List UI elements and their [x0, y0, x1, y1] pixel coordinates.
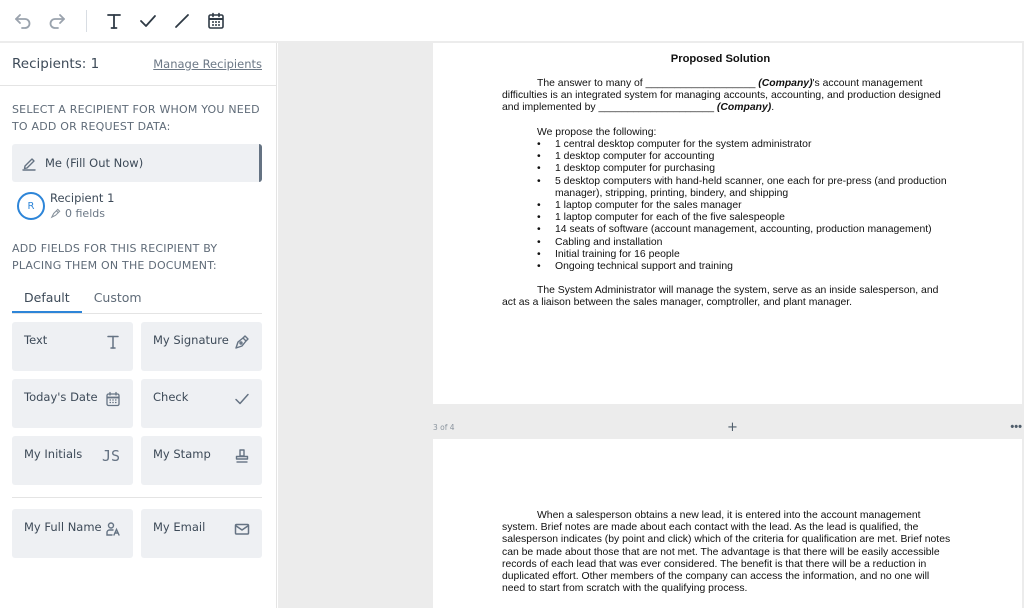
- list-item: • 5 desktop computers with hand-held scanner, one each for pre-press (and production manager), stripping, printing, bindery, and shipping: [537, 176, 957, 200]
- field-tabs: [12, 286, 262, 314]
- field-text[interactable]: [12, 322, 133, 371]
- field-my-full-name[interactable]: [12, 509, 133, 558]
- company-placeholder: (Company): [758, 78, 813, 89]
- fields-sidebar: [0, 43, 277, 608]
- page-indicator: 3 of 4: [433, 422, 455, 432]
- field-label: Today's Date: [24, 390, 98, 404]
- proposal-list: [537, 139, 957, 273]
- field-label: My Signature: [153, 333, 229, 347]
- envelope-icon: [233, 520, 251, 538]
- document-page-4[interactable]: [433, 439, 1022, 608]
- page-more-menu-icon[interactable]: •••: [1010, 421, 1022, 433]
- redo-icon: [47, 11, 67, 31]
- recipients-count: Recipients: 1: [12, 56, 100, 72]
- text-run: 's account management difficulties is an integrated system for managing accounts, accounting, and production designed and implemented by ____________________: [502, 78, 941, 114]
- initials-icon: JS: [101, 447, 121, 465]
- recipient-avatar: R: [17, 192, 45, 220]
- text-run: .: [771, 102, 775, 114]
- tab-custom[interactable]: Custom: [93, 290, 142, 305]
- list-item: • 1 desktop computer for purchasing: [537, 163, 957, 175]
- stamp-icon: [233, 447, 251, 465]
- list-item: • 14 seats of software (account management, accounting, production management): [537, 224, 957, 236]
- company-placeholder: (Company): [716, 102, 772, 114]
- line-tool-icon: [172, 11, 192, 31]
- manage-recipients-link[interactable]: Manage Recipients: [153, 57, 262, 71]
- doc-paragraph: [502, 510, 954, 595]
- recipient-name: Recipient 1: [50, 190, 115, 205]
- tab-default[interactable]: Default: [12, 286, 82, 313]
- undo-icon: [13, 11, 33, 31]
- doc-paragraph: [502, 285, 954, 309]
- field-grid-personal: [12, 509, 276, 558]
- list-item: • 1 laptop computer for the sales manager: [537, 200, 957, 212]
- check-tool-button[interactable]: [137, 10, 159, 32]
- list-item: • Ongoing technical support and training: [537, 261, 957, 273]
- field-todays-date[interactable]: [12, 379, 133, 428]
- checkmark-icon: [233, 390, 251, 408]
- me-option-label: Me (Fill Out Now): [45, 156, 144, 170]
- redo-button[interactable]: [46, 10, 68, 32]
- check-tool-icon: [138, 11, 158, 31]
- field-my-signature[interactable]: [141, 322, 262, 371]
- field-my-email[interactable]: [141, 509, 262, 558]
- document-page-3[interactable]: [433, 43, 1022, 404]
- document-canvas[interactable]: [278, 43, 1024, 608]
- text-run: The System Administrator will manage the system, serve as an inside salesperson, and act as a liaison between the sales manager, comptroller, and plant manager.: [502, 285, 939, 309]
- doc-paragraph: [502, 78, 954, 115]
- field-grid: [12, 322, 276, 485]
- field-label: Text: [24, 333, 48, 347]
- list-item: • 1 laptop computer for each of the five salespeople: [537, 212, 957, 224]
- list-item: • Initial training for 16 people: [537, 249, 957, 261]
- select-recipient-label: SELECT A RECIPIENT FOR WHOM YOU NEED TO ADD OR REQUEST DATA:: [12, 103, 260, 133]
- text-tool-icon: [104, 11, 124, 31]
- field-check[interactable]: [141, 379, 262, 428]
- text-tool-button[interactable]: [103, 10, 125, 32]
- calendar-icon: [104, 390, 122, 408]
- list-item: • 1 central desktop computer for the system administrator: [537, 139, 957, 151]
- field-my-initials[interactable]: [12, 436, 133, 485]
- field-label: My Initials: [24, 447, 83, 461]
- doc-heading: Proposed Solution: [670, 53, 771, 65]
- line-tool-button[interactable]: [171, 10, 193, 32]
- pencil-icon: [21, 155, 37, 171]
- field-label: My Email: [153, 520, 206, 534]
- field-count-icon: [50, 208, 61, 219]
- date-tool-button[interactable]: [205, 10, 227, 32]
- field-label: My Stamp: [153, 447, 211, 461]
- undo-button[interactable]: [12, 10, 34, 32]
- date-tool-icon: [206, 11, 226, 31]
- text-run: The answer to many of ___________________: [537, 78, 759, 89]
- recipient-option-me[interactable]: [12, 144, 262, 182]
- field-label: My Full Name: [24, 520, 102, 534]
- add-page-button[interactable]: +: [727, 419, 738, 435]
- recipients-header: [0, 43, 276, 86]
- text-run: When a salesperson obtains a new lead, it is entered into the account management system. Brief notes are made about each contact with the lead. As the lead is qualified, the salesperson indicates (by point and click) which of the criteria for qualification are met. Brief notes can be made about those that are not met. The advantage is that there will be easily accessible records of each lead that was ever considered. The benefit is that there will be a reduction in duplicated effort. Other members of the company can access the information, and no one will need to start from scratch with the qualifying process.: [502, 510, 951, 595]
- page-controls: [433, 420, 1022, 434]
- text-icon: [104, 333, 122, 351]
- list-item: • 1 desktop computer for accounting: [537, 151, 957, 163]
- toolbar: [0, 0, 1024, 43]
- person-name-icon: [104, 520, 122, 538]
- toolbar-divider: [86, 10, 87, 32]
- recipient-field-count: 0 fields: [65, 206, 105, 220]
- add-fields-label: ADD FIELDS FOR THIS RECIPIENT BY PLACING THEM ON THE DOCUMENT:: [12, 242, 218, 272]
- signature-pen-icon: [233, 333, 251, 351]
- recipient-option-1[interactable]: [17, 189, 276, 223]
- field-label: Check: [153, 390, 189, 404]
- field-my-stamp[interactable]: [141, 436, 262, 485]
- list-intro: We propose the following:: [537, 127, 657, 138]
- fields-divider: [12, 497, 262, 498]
- list-item: • Cabling and installation: [537, 237, 957, 249]
